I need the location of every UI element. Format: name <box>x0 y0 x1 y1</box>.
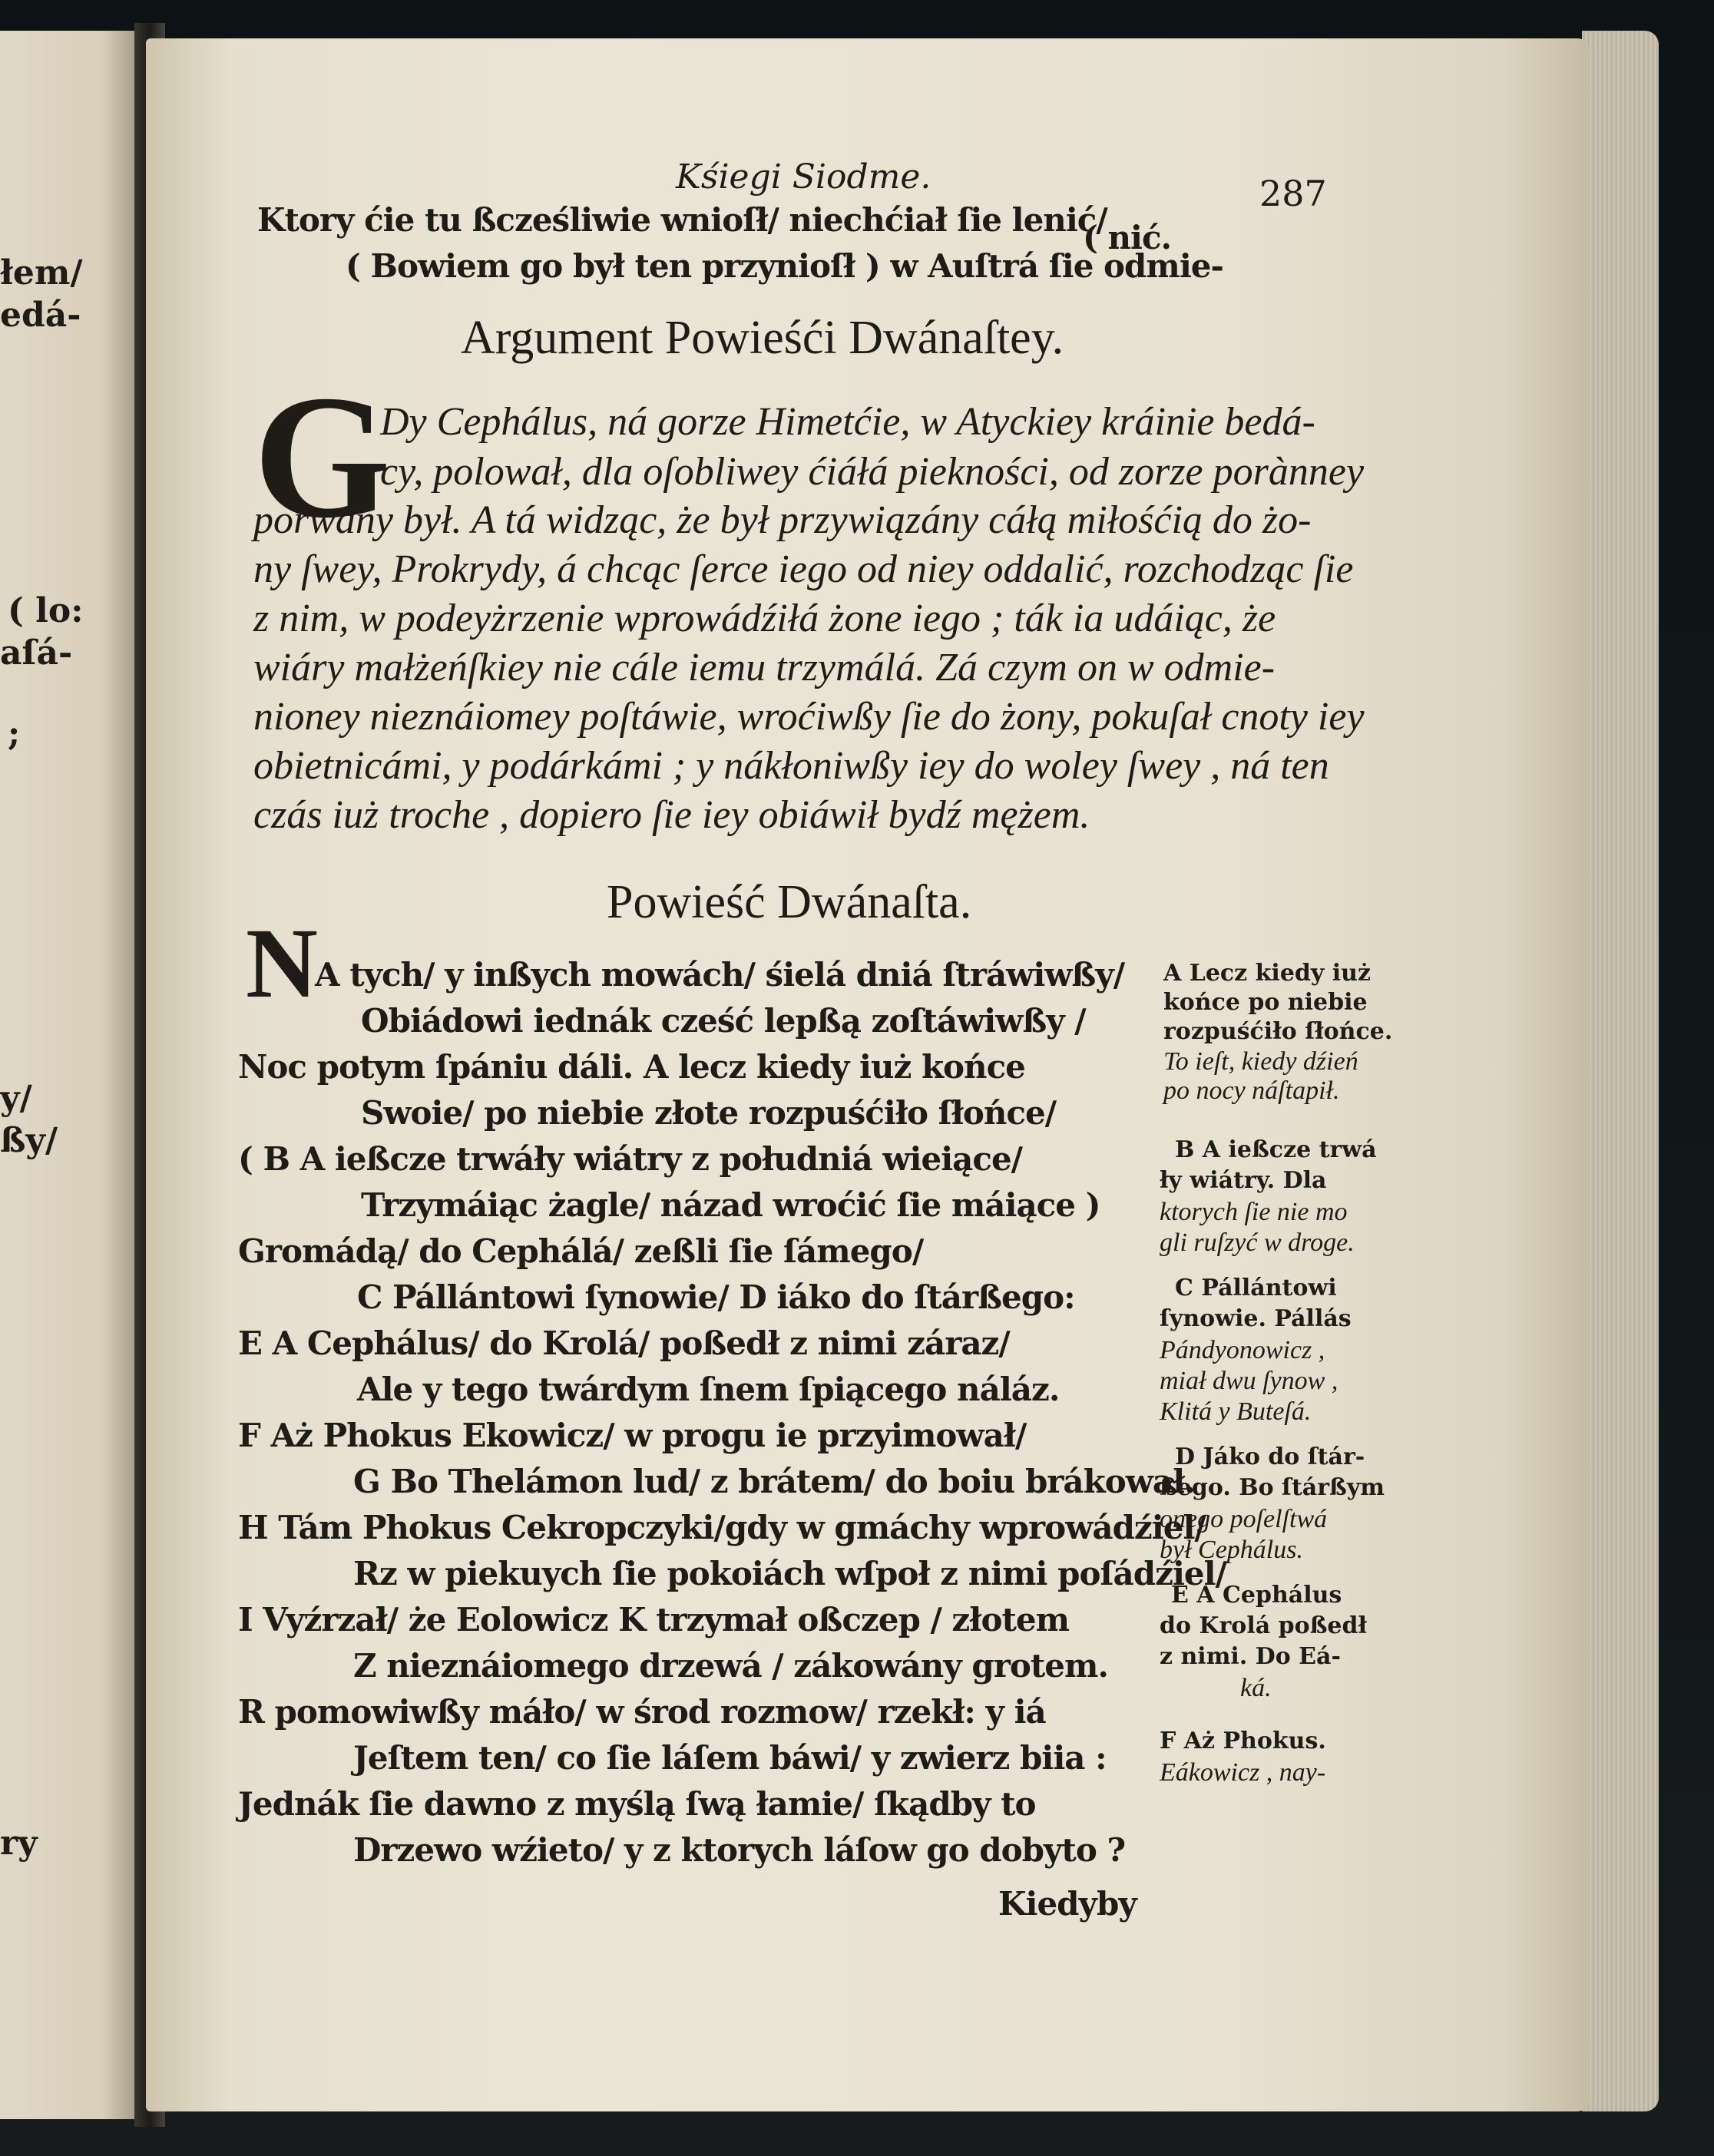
page-number: 287 <box>1259 173 1327 214</box>
margin-note: E A Cephálus <box>1171 1582 1342 1609</box>
story-line: H Tám Phokus Cekropczyki/gdy w gmáchy wprowádźiel/ <box>238 1509 1206 1546</box>
argument-line: cy, polował, dla oſobliwey ćiáłá piekności, od zorze porànney <box>380 450 1365 494</box>
argument-line: porwány był. A tá widząc, że był przywiązány cáłą miłośćią do żo- <box>253 498 1312 542</box>
left-page-fragment: łem/ <box>0 253 83 293</box>
drop-cap: N <box>246 908 318 1019</box>
verse-line: ( nić. <box>1083 219 1172 256</box>
margin-note: rozpuśćiło ſłońce. <box>1163 1018 1393 1045</box>
story-line: Rz w piekuych ſie pokoiách wſpoł z nimi poſádźiel/ <box>353 1555 1226 1592</box>
margin-note: z nimi. Do Eá- <box>1160 1643 1341 1670</box>
story-line: Jednák ſie dawno z myślą ſwą łamie/ ſkądby to <box>238 1785 1036 1823</box>
margin-note: Klitá y Buteſá. <box>1160 1397 1312 1426</box>
margin-note: do Krolá poßedł <box>1160 1612 1367 1639</box>
story-line: Gromádą/ do Cephálá/ zeßli ſie ſámego/ <box>238 1232 924 1270</box>
margin-note: ßego. Bo ſtárßym <box>1160 1474 1385 1501</box>
margin-note: po nocy náſtapił. <box>1163 1076 1340 1105</box>
story-line: F Aż Phokus Ekowicz/ w progu ie przyimował/ <box>238 1417 1027 1454</box>
margin-note: był Cephálus. <box>1160 1536 1303 1564</box>
drop-cap: G <box>253 359 391 554</box>
margin-note: ſynowie. Pállás <box>1160 1305 1352 1332</box>
story-line: Jeſtem ten/ co ſie láſem báwi/ y zwierz biia : <box>353 1739 1107 1777</box>
running-head: Kśiegi Siodme. <box>676 157 931 197</box>
left-page-fragment: edá- <box>0 296 81 335</box>
margin-note: C Pállántowi <box>1175 1275 1337 1301</box>
argument-line: czás iuż troche , dopiero ſie iey obiáwił bydź mężem. <box>253 793 1090 837</box>
argument-line: z nim, w podeyżrzenie wprowádźiłá żone iego ; ták ia udáiąc, że <box>253 597 1276 640</box>
margin-note: D Jáko do ſtár- <box>1175 1443 1365 1470</box>
margin-note: onego poſelſtwá <box>1160 1505 1328 1533</box>
story-line: Drzewo wźieto/ y z ktorych láſow go dobyto ? <box>353 1831 1126 1869</box>
catchword: Kiedyby <box>998 1885 1137 1923</box>
story-line: R pomowiwßy máło/ w środ rozmow/ rzekł: y iá <box>238 1693 1046 1731</box>
story-line: E A Cephálus/ do Krolá/ poßedł z nimi záraz/ <box>238 1324 1010 1362</box>
argument-line: wiáry małżeńſkiey nie cále iemu trzymálá. Zá czym on w odmie- <box>253 646 1276 689</box>
story-line: A tych/ y inßych mowách/ śielá dniá ſtráwiwßy/ <box>315 956 1125 994</box>
left-page-fragment: y/ <box>0 1079 32 1118</box>
margin-note: Eákowicz , nay- <box>1160 1758 1326 1787</box>
margin-note: A Lecz kiedy iuż <box>1163 960 1372 987</box>
left-page <box>0 31 146 2119</box>
argument-heading: Argument Powieśći Dwánaſtey. <box>461 312 1064 364</box>
story-line: Z nieznáiomego drzewá / zákowány grotem. <box>353 1647 1109 1685</box>
argument-line: obietnicámi, y podárkámi ; y nákłoniwßy iey do woley ſwey , ná ten <box>253 744 1329 788</box>
margin-note: ktorych ſie nie mo <box>1160 1198 1348 1226</box>
left-page-fragment: aſá- <box>0 633 73 673</box>
left-page-fragment: ( lo: <box>8 591 84 630</box>
story-line: Trzymáiąc żagle/ názad wroćić ſie máiące ) <box>361 1186 1100 1224</box>
page-edges <box>1582 31 1659 2111</box>
story-line: Noc potym ſpániu dáli. A lecz kiedy iuż końce <box>238 1048 1025 1086</box>
verse-line: Ktory ćie tu ßcześliwie wnioſł/ niechćiał ſie lenić/ <box>257 201 1107 239</box>
margin-note: F Aż Phokus. <box>1160 1728 1326 1754</box>
margin-note: gli ruſzyć w droge. <box>1160 1228 1355 1257</box>
story-line: G Bo Thelámon lud/ z brátem/ do boiu brákował. <box>353 1463 1195 1500</box>
left-page-fragment: ry <box>0 1824 38 1863</box>
story-line: Ale y tego twárdym ſnem ſpiącego náláz. <box>357 1371 1060 1408</box>
verse-line: ( Bowiem go był ten przynioſł ) w Auſtrá ſie odmie- <box>346 247 1223 285</box>
argument-line: ny ſwey, Prokrydy, á chcąc ſerce iego od niey oddalić, rozchodząc ſie <box>253 547 1354 591</box>
margin-note: B A ießcze trwá <box>1175 1136 1377 1163</box>
margin-note: ły wiátry. Dla <box>1160 1167 1327 1194</box>
story-line: I Vyźrzał/ że Eolowicz K trzymał oßczep / złotem <box>238 1601 1070 1638</box>
argument-line: nioney nieznáiomey poſtáwie, wroćiwßy ſie do żony, pokuſał cnoty iey <box>253 695 1365 739</box>
margin-note: miał dwu ſynow , <box>1160 1367 1338 1395</box>
story-line: Swoie/ po niebie złote rozpuśćiło ſłońce/ <box>361 1094 1057 1132</box>
margin-note: To ieſt, kiedy dźień <box>1163 1047 1358 1076</box>
margin-note: końce po niebie <box>1163 989 1368 1016</box>
story-line: C Pállántowi ſynowie/ D iáko do ſtárßego: <box>357 1278 1075 1316</box>
left-page-fragment: ; <box>8 714 21 753</box>
left-page-fragment: ßy/ <box>0 1121 58 1160</box>
margin-note: Pándyonowicz , <box>1160 1336 1325 1364</box>
story-line: Obiádowi iednák cześć lepßą zoſtáwiwßy / <box>361 1002 1086 1040</box>
margin-note: ká. <box>1240 1674 1272 1702</box>
argument-line: Dy Cephálus, ná gorze Himetćie, w Atyckiey kráinie bedá- <box>380 400 1315 444</box>
story-line: ( B A ießcze trwáły wiátry z południá wieiące/ <box>238 1140 1023 1178</box>
story-heading: Powieść Dwánaſta. <box>607 876 972 928</box>
